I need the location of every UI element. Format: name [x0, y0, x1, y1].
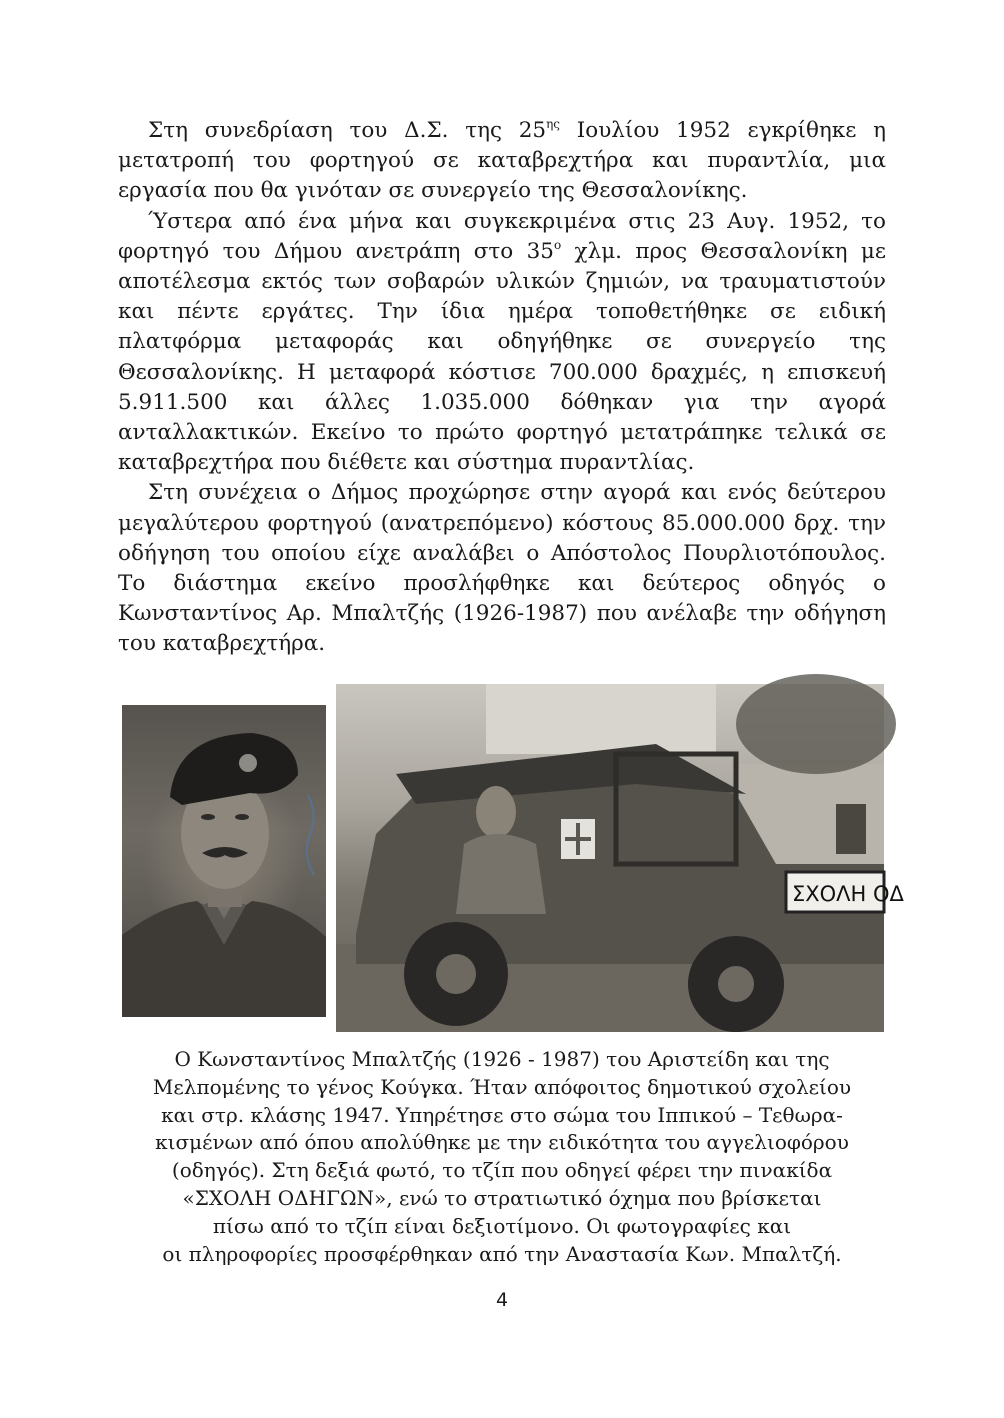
ordinal-suffix: ης [546, 117, 561, 131]
caption-line: οι πληροφορίες προσφέρθηκαν από την Αναστασία Κων. Μπαλτζή. [162, 1241, 842, 1266]
caption-line: (οδηγός). Στη δεξιά φωτό, το τζίπ που οδηγεί φέρει την πινακίδα [171, 1158, 833, 1183]
caption-line: «ΣΧΟΛΗ ΟΔΗΓΩΝ», ενώ το στρατιωτικό όχημα που βρίσκεται [182, 1185, 822, 1210]
caption-line: κισμένων από όπου απολύθηκε με την ειδικότητα του αγγελιοφόρου [155, 1130, 849, 1155]
body-text [118, 116, 886, 660]
caption-line: πίσω από το τζίπ είναι δεξιοτίμονο. Οι φωτογραφίες και [212, 1213, 792, 1238]
jeep-photo [336, 684, 904, 1032]
paragraph-2-text-a: Ύστερα από ένα μήνα και συγκεκριμένα στις 23 Αυγ. 1952, το φορτηγό του Δήμου ανετράπη στο 35 [118, 208, 886, 264]
caption-line: και στρ. κλάσης 1947. Υπηρέτησε στο σώμα του Ιππικού – Τεθωρα- [161, 1102, 843, 1127]
paragraph-1-text-a: Στη συνεδρίαση του Δ.Σ. της 25 [148, 118, 547, 143]
paragraph-2-text-b: χλμ. προς Θεσσαλονίκη με αποτέλεσμα εκτός των σοβαρών υλικών ζημιών, να τραυματιστούν και πέντε εργάτες. Την ίδια ημέρα τοποθετήθηκε σε ειδική πλατφόρμα μεταφοράς και οδηγήθηκε σε συνεργείο της Θεσσαλονίκης. Η μεταφορά κόστισε 700.000 δραχμές, η επισκευή 5.911.500 και άλλες 1.035.000 δόθηκαν για την αγορά ανταλλακτικών. Εκείνο το πρώτο φορτηγό μετατράπηκε τελικά σε καταβρεχτήρα που διέθετε και σύστημα πυραντλίας. [118, 238, 886, 476]
paragraph-3: Στη συνέχεια ο Δήμος προχώρησε στην αγορά και ενός δεύτερου μεγαλύτερου φορτηγού (ανατρεπόμενο) κόστους 85.000.000 δρχ. την οδήγηση του οποίου είχε αναλάβει ο Απόστολος Πουρλιοτόπουλος. Το διάστημα εκείνο προσλήφθηκε και δεύτερος οδηγός ο Κωνσταντίνος Αρ. Μπαλτζής (1926-1987) που ανέλαβε την οδήγηση του καταβρεχτήρα. [118, 480, 886, 657]
portrait-photo [122, 705, 326, 1017]
paragraph-1 [118, 116, 886, 207]
jeep-illustration [336, 684, 904, 1032]
portrait-illustration [122, 705, 326, 1017]
sign-plate-text: ΣΧΟΛΗ ΟΔ [792, 882, 904, 906]
paragraph-1-text-b: Ιουλίου 1952 εγκρίθηκε η μετατροπή του φορτηγού σε καταβρεχτήρα και πυραντλία, μια εργασία που θα γινόταν σε συνεργείο της Θεσσαλονίκης. [118, 118, 886, 204]
caption-line: Ο Κωνσταντίνος Μπαλτζής (1926 - 1987) του Αριστείδη και της [174, 1047, 830, 1071]
photo-caption [120, 1046, 884, 1268]
ordinal-suffix: ο [553, 237, 562, 252]
paragraph-2 [118, 207, 886, 479]
caption-line: Μελπομένης το γένος Κούγκα. Ήταν απόφοιτος δημοτικού σχολείου [152, 1074, 852, 1099]
page-number: 4 [495, 1289, 509, 1311]
